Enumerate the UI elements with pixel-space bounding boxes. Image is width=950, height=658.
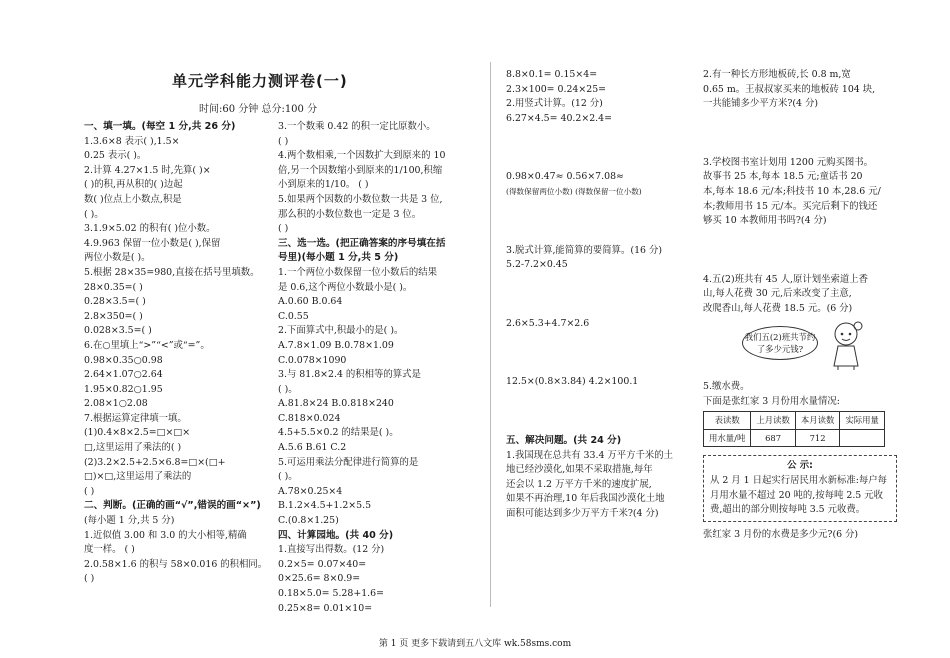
- question-line: 1.我国现在总共有 33.4 万平方千米的土: [506, 449, 674, 461]
- notice-text: 从 2 月 1 日起实行居民用水新标准:每户每月用水量不超过 20 吨的,按每吨 2.5 元收费,超出的部分则按每吨 3.5 元收费。: [710, 474, 888, 516]
- question-line: [703, 112, 903, 156]
- question-line: B.1.2×4.5+1.2×5.5: [278, 500, 372, 512]
- water-problem-title: 5.缴水费。: [703, 381, 750, 392]
- water-problem: [703, 380, 903, 542]
- table-header-cell: 本月读数: [795, 412, 840, 430]
- question-line: 4.5+5.5×0.2 的结果是( )。: [278, 427, 399, 439]
- page-footer: 第 1 页 更多下载请到五八文库 wk.58sms.com: [378, 639, 572, 649]
- question-line: 2.3×100= 0.24×25=: [506, 83, 607, 95]
- section-heading: 二、判断。(正确的画“√”,错误的画“×”): [84, 500, 261, 512]
- question-line: 那么积的小数位数也一定是 3 位。: [278, 208, 422, 220]
- question-line: 8.8×0.1= 0.15×4=: [506, 69, 598, 80]
- question-line: 小到原来的1/10。 ( ): [278, 179, 369, 191]
- question-line: 1.直接写出得数。(12 分): [278, 544, 385, 556]
- question-line: 本,每本 18.6 元/本;科技书 10 本,28.6 元/: [703, 185, 881, 197]
- question-line: [506, 331, 696, 375]
- question-line: 2.计算 4.27×1.5 时,先算( )×: [84, 164, 211, 176]
- table-cell: 712: [795, 429, 840, 447]
- question-line: 数( )位点上小数点,积是: [84, 193, 182, 205]
- question-line: 0.2×5= 0.07×40=: [278, 558, 367, 570]
- question-line: ( ): [278, 223, 289, 235]
- water-usage-table: [703, 411, 885, 447]
- question-line: 2.有一种长方形地板砖,长 0.8 m,宽: [703, 69, 851, 80]
- question-line: 0.18×5.0= 5.28+1.6=: [278, 588, 384, 599]
- question-line: 5.根据 28×35=980,直接在括号里填数。: [84, 266, 260, 278]
- question-line: 两位小数是( )。: [84, 252, 151, 264]
- question-line: [506, 200, 696, 244]
- question-line: A.81.8×24 B.0.818×240: [278, 398, 394, 410]
- question-line: 5.2-7.2×0.45: [506, 259, 568, 271]
- question-line: ( )。: [278, 471, 298, 483]
- question-line: 一共能铺多少平方米?(4 分): [703, 98, 819, 110]
- question-line: 1.3.6×8 表示( ),1.5×: [84, 135, 180, 147]
- question-line: (每小题 1 分,共 5 分): [84, 515, 175, 527]
- table-header-cell: 上月读数: [751, 412, 796, 430]
- water-question: 张红家 3 月份的水费是多少元?(6 分): [703, 528, 859, 540]
- question-line: 是 0.6,这个两位小数最小是( )。: [278, 281, 413, 293]
- question-line: A.5.6 B.61 C.2: [278, 442, 347, 454]
- question-line: 2.64×1.07○2.64: [84, 369, 163, 381]
- notice-box: [703, 455, 897, 521]
- question-line: ( )。: [278, 383, 298, 395]
- page-title: 单元学科能力测评卷(一): [172, 72, 348, 90]
- question-line: 2.下面算式中,积最小的是( )。: [278, 325, 404, 337]
- question-line: A.7.8×1.09 B.0.78×1.09: [278, 339, 394, 351]
- question-line: [506, 126, 696, 170]
- question-line: A.78×0.25×4: [278, 485, 343, 497]
- question-line: C.818×0.024: [278, 412, 341, 424]
- question-line: ( ): [84, 485, 95, 497]
- question-line: 12.5×(0.8×3.84) 4.2×100.1: [506, 376, 639, 388]
- question-line: 2.用竖式计算。(12 分): [506, 98, 603, 110]
- question-line: 1.95×0.82○1.95: [84, 383, 163, 395]
- question-line: 故事书 25 本,每本 18.5 元;童话书 20: [703, 171, 863, 183]
- question-line: 改爬香山,每人花费 18.5 元。(6 分): [703, 302, 853, 314]
- question-line: 地已经沙漠化,如果不采取措施,每年: [506, 464, 653, 476]
- table-cell: 687: [751, 429, 796, 447]
- notice-title: 公 示:: [787, 460, 813, 472]
- column-3: [506, 68, 696, 522]
- question-line: 4.两个数相乘,一个因数扩大到原来的 10: [278, 150, 446, 162]
- question-line: [506, 390, 696, 434]
- question-line: 本;教师用书 15 元/本。买完后剩下的钱还: [703, 200, 878, 212]
- question-line: 28×0.35=( ): [84, 281, 143, 293]
- question-line: 3.与 81.8×2.4 的积相等的算式是: [278, 369, 421, 381]
- question-line: C.(0.8×1.25): [278, 515, 339, 527]
- question-line: (得数保留两位小数) (得数保留一位小数): [506, 186, 642, 196]
- question-line: 倍,另一个因数缩小到原来的1/100,积缩: [278, 164, 443, 176]
- section-heading: 五、解决问题。(共 24 分): [506, 434, 622, 446]
- section-heading: 一、填一填。(每空 1 分,共 26 分): [84, 121, 236, 132]
- question-line: 1.近似值 3.00 和 3.0 的大小相等,精确: [84, 529, 247, 541]
- question-line: 5.可运用乘法分配律进行简算的是: [278, 456, 419, 468]
- question-line: 2.08×1○2.08: [84, 398, 148, 410]
- question-line: 山,每人花费 30 元,后来改变了主意,: [703, 288, 852, 300]
- question-line: 2.8×350=( ): [84, 310, 143, 322]
- question-line: 5.如果两个因数的小数位数一共是 3 位,: [278, 193, 443, 205]
- question-line: ( )。: [84, 208, 104, 220]
- girl-cartoon-icon: [826, 318, 868, 370]
- question-line: 面积可能达到多少万平方千米?(4 分): [506, 507, 659, 519]
- question-line: 6.在○里填上“>”“<”或“=”。: [84, 339, 210, 351]
- question-line: 度一样。 ( ): [84, 544, 135, 556]
- question-line: C.0.55: [278, 310, 309, 322]
- question-line: 4.9.963 保留一位小数是( ),保留: [84, 237, 221, 249]
- question-line: 2.0.58×1.6 的积与 58×0.016 的积相同。: [84, 558, 268, 570]
- column-4: [703, 68, 903, 317]
- question-line: 0.98×0.47≈ 0.56×7.08≈: [506, 171, 624, 183]
- question-line: [703, 229, 903, 273]
- question-line: 3.1.9×5.02 的积有( )位小数。: [84, 223, 216, 235]
- question-line: 0.65 m。王叔叔家买来的地板砖 104 块,: [703, 83, 876, 95]
- column-1: [84, 120, 269, 587]
- question-line: (2)3.2×2.5+2.5×6.8=□×(□+: [84, 456, 226, 468]
- time-score-line: 时间:60 分钟 总分:100 分: [199, 104, 318, 115]
- fold-divider: [490, 62, 491, 607]
- question-line: 4.五(2)班共有 45 人,原计划坐索道上香: [703, 273, 868, 285]
- question-line: 还会以 1.2 万平方千米的速度扩展,: [506, 478, 652, 490]
- question-line: 0.28×3.5=( ): [84, 296, 146, 308]
- question-line: 0×25.6= 8×0.9=: [278, 573, 361, 585]
- question-line: 1.一个两位小数保留一位小数后的结果: [278, 266, 437, 278]
- question-line: 3.脱式计算,能简算的要简算。(16 分): [506, 244, 663, 256]
- table-cell: [840, 429, 885, 447]
- question-line: [506, 273, 696, 317]
- question-line: 7.根据运算定律填一填。: [84, 412, 187, 424]
- section-heading: 三、选一选。(把正确答案的序号填在括: [278, 237, 446, 249]
- question-line: □)×□,这里运用了乘法的: [84, 471, 192, 483]
- question-line: 0.25 表示( )。: [84, 150, 147, 162]
- table-header-cell: 表读数: [704, 412, 751, 430]
- table-cell: 用水量/吨: [704, 429, 751, 447]
- question-line: ( )的积,再从积的( )边起: [84, 179, 183, 191]
- question-line: □,这里运用了乘法的( ): [84, 442, 182, 454]
- section-heading: 四、计算园地。(共 40 分): [278, 529, 394, 541]
- speech-bubble: 我们五(2)班共节约了多少元钱?: [742, 326, 818, 360]
- question-line: 2.6×5.3+4.7×2.6: [506, 317, 590, 329]
- question-line: ( ): [278, 135, 289, 147]
- question-line: ( ): [84, 573, 95, 585]
- question-line: 3.学校图书室计划用 1200 元购买图书。: [703, 156, 874, 168]
- question-line: 0.028×3.5=( ): [84, 325, 152, 337]
- table-header-cell: 实际用量: [840, 412, 885, 430]
- question-line: 3.一个数乘 0.42 的积一定比原数小。: [278, 121, 436, 132]
- section-heading: 号里)(每小题 1 分,共 5 分): [278, 252, 399, 264]
- question-line: 6.27×4.5= 40.2×2.4=: [506, 112, 612, 124]
- question-line: 0.25×8= 0.01×10=: [278, 602, 373, 614]
- column-2: [278, 120, 470, 616]
- question-line: C.0.078×1090: [278, 354, 347, 366]
- water-problem-desc: 下面是张红家 3 月份用水量情况:: [703, 395, 840, 407]
- question-line: 如果不再治理,10 年后我国沙漠化土地: [506, 493, 665, 505]
- question-line: A.0.60 B.0.64: [278, 296, 343, 308]
- question-line: 够买 10 本教师用书吗?(4 分): [703, 215, 827, 227]
- question-line: (1)0.4×8×2.5=□×□×: [84, 427, 191, 439]
- question-line: 0.98×0.35○0.98: [84, 354, 163, 366]
